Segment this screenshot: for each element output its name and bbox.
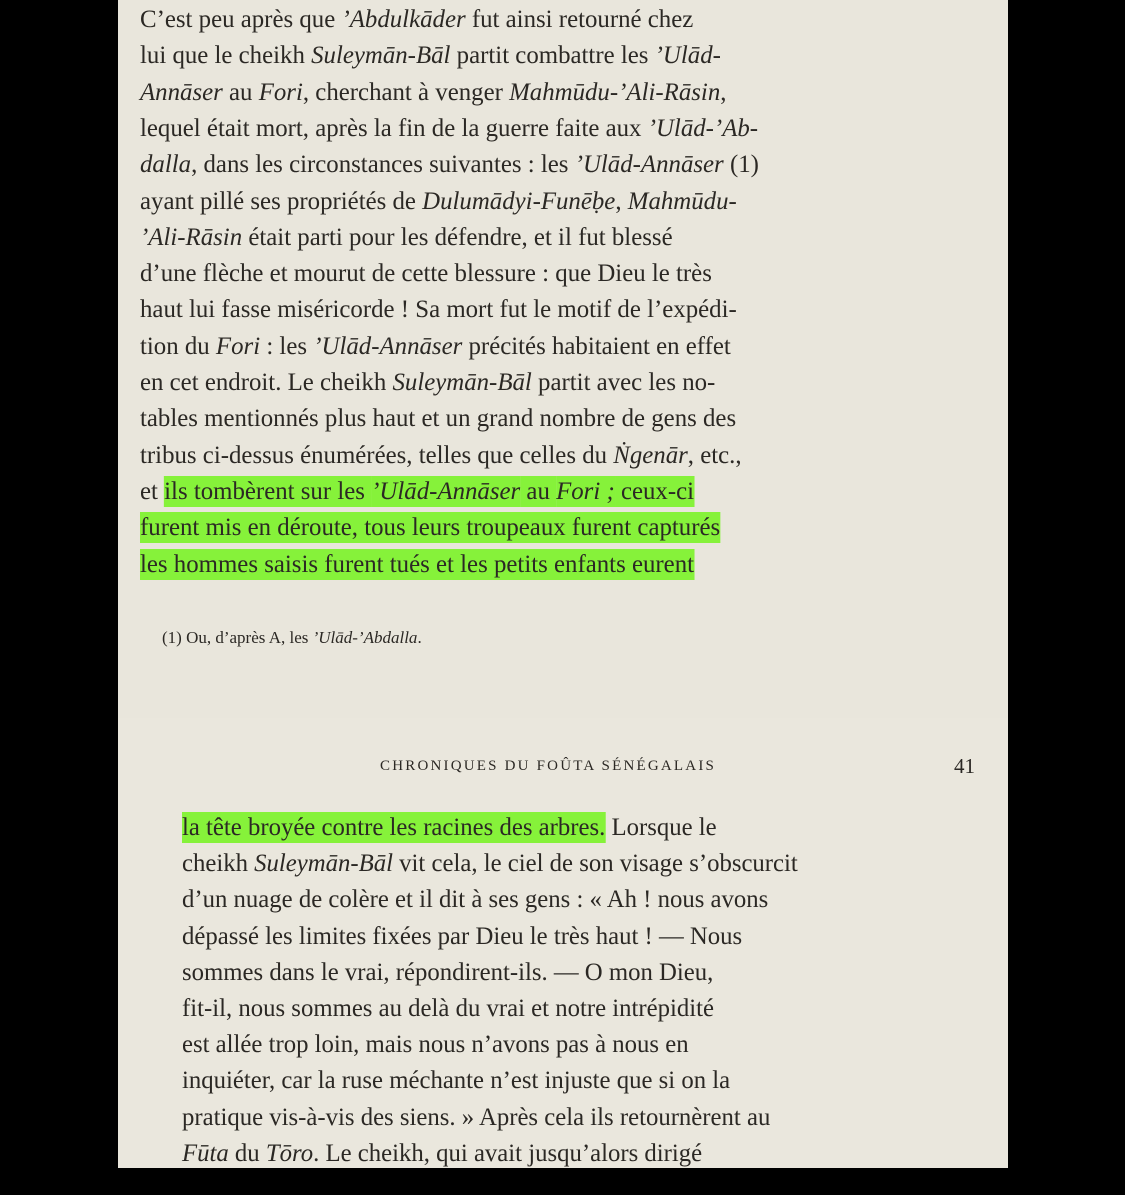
- text-span: : les: [260, 332, 314, 360]
- italic-name: ’Ulād-’Ab-: [647, 114, 759, 142]
- text-span: au: [222, 78, 259, 106]
- text-span: ayant pillé ses propriétés de: [140, 187, 423, 215]
- text-span: d’un nuage de colère et il dit à ses gens : « Ah ! nous avons: [182, 886, 769, 914]
- italic-name: Ṅgenār: [613, 441, 688, 469]
- italic-name: Mahmūdu-: [627, 187, 737, 215]
- text-span: , etc.,: [687, 441, 742, 469]
- text-span: tables mentionnés plus haut et un grand nombre de gens des: [140, 405, 737, 433]
- text-span: ,: [720, 78, 727, 106]
- text-span: d’une flèche et mourut de cette blessure : que Dieu le très: [140, 260, 712, 288]
- page-number: 41: [954, 754, 975, 778]
- highlighted-text: au: [520, 477, 557, 505]
- text-span: tribus ci-dessus énumérées, telles que celles du: [140, 441, 614, 469]
- highlighted-text: les hommes saisis furent tués et les petits enfants eurent: [140, 550, 695, 578]
- text-line: [140, 329, 935, 365]
- text-line: [140, 438, 935, 474]
- italic-name: ’Ulād-: [654, 42, 721, 70]
- highlighted-text: la tête broyée contre les racines des arbres.: [182, 814, 606, 841]
- highlighted-text: furent mis en déroute, tous leurs troupeaux furent capturés: [140, 514, 721, 542]
- text-span: précités habitaient en effet: [462, 332, 731, 360]
- text-line: [140, 220, 935, 256]
- text-span: sommes dans le vrai, répondirent-ils. — O mon Dieu,: [182, 958, 714, 986]
- italic-name: ’Ulād-’Abdalla: [312, 628, 418, 647]
- text-span: et: [140, 477, 165, 505]
- text-span: était parti pour les défendre, et il fut blessé: [242, 223, 673, 251]
- text-span: dépassé les limites fixées par Dieu le très haut ! — Nous: [182, 922, 743, 950]
- text-line: [182, 1136, 974, 1168]
- italic-name: dalla: [140, 151, 192, 179]
- text-span: inquiéter, car la ruse méchante n’est injuste que si on la: [182, 1067, 731, 1095]
- upper-page: [118, 0, 1008, 718]
- text-span: . Le cheikh, qui avait jusqu’alors dirigé: [313, 1139, 703, 1167]
- text-line: [182, 810, 974, 846]
- italic-name: ’Ulād-Annāser: [313, 332, 463, 360]
- text-span: C’est peu après que: [140, 6, 342, 33]
- running-head: CHRONIQUES DU FOÛTA SÉNÉGALAIS: [380, 758, 717, 774]
- text-line: [140, 184, 935, 220]
- text-line: [182, 919, 974, 955]
- text-line: [140, 510, 935, 546]
- text-line: [140, 75, 935, 111]
- text-span: fut ainsi retourné chez: [465, 6, 694, 33]
- italic-name: Dulumādyi-Funēḅe: [422, 187, 616, 215]
- text-line: [182, 882, 974, 918]
- text-span: est allée trop loin, mais nous n’avons pas à nous en: [182, 1031, 689, 1059]
- text-line: [182, 846, 974, 882]
- italic-name: Fūta: [182, 1139, 229, 1167]
- text-line: [140, 111, 935, 147]
- italic-name: Tōro: [265, 1139, 314, 1167]
- italic-name: Suleymān-Bāl: [311, 42, 451, 70]
- italic-name: Fori: [215, 332, 261, 360]
- text-span: lui que le cheikh: [140, 42, 312, 70]
- text-span: pratique vis-à-vis des siens. » Après cela ils retournèrent au: [182, 1103, 771, 1131]
- highlighted-text: ceux-ci: [614, 477, 695, 505]
- highlighted-text: ils tombèrent sur les: [164, 477, 372, 505]
- text-line: [182, 1100, 974, 1136]
- text-line: [182, 1063, 974, 1099]
- text-span: en cet endroit. Le cheikh: [140, 369, 393, 396]
- text-line: [140, 365, 935, 401]
- text-line: [140, 147, 935, 183]
- text-line: [140, 292, 935, 328]
- text-span: fit-il, nous sommes au delà du vrai et notre intrépidité: [182, 995, 715, 1022]
- highlighted-text: ’Ulād-Annāser: [371, 477, 521, 505]
- text-line: [182, 991, 974, 1027]
- italic-name: Mahmūdu-’Ali-Rāsin: [509, 78, 721, 106]
- text-span: , cherchant à venger: [302, 78, 510, 106]
- text-span: (1): [723, 151, 759, 179]
- italic-name: ’Abdulkāder: [341, 6, 466, 33]
- text-line: [140, 474, 935, 510]
- italic-name: Fori: [258, 78, 303, 106]
- text-span: cheikh: [182, 850, 255, 878]
- lower-page: [118, 718, 1008, 1168]
- text-span: haut lui fasse miséricorde ! Sa mort fut le motif de l’expédi-: [140, 296, 737, 324]
- text-span: Lorsque le: [605, 814, 717, 841]
- text-span: vit cela, le ciel de son visage s’obscurcit: [392, 850, 798, 878]
- text-line: [140, 38, 935, 74]
- text-line: [140, 547, 935, 583]
- footnote: [162, 626, 422, 650]
- italic-name: ’Ulād-Annāser: [574, 151, 724, 179]
- text-span: ,: [615, 187, 628, 215]
- text-span: partit avec les no-: [531, 369, 716, 396]
- text-span: (1) Ou, d’après A, les: [162, 628, 313, 647]
- text-span: partit combattre les: [450, 42, 655, 70]
- text-line: [140, 256, 935, 292]
- italic-name: Suleymān-Bāl: [254, 850, 393, 878]
- text-line: [182, 955, 974, 991]
- text-line: [182, 1027, 974, 1063]
- text-line: [140, 401, 935, 437]
- text-span: , dans les circonstances suivantes : les: [191, 151, 575, 179]
- highlighted-text: Fori ;: [556, 477, 615, 505]
- text-span: lequel était mort, après la fin de la guerre faite aux: [140, 114, 648, 142]
- text-span: tion du: [140, 332, 216, 360]
- text-line: [140, 2, 935, 38]
- italic-name: Annāser: [140, 78, 223, 106]
- italic-name: Suleymān-Bāl: [392, 369, 532, 396]
- text-span: du: [228, 1139, 266, 1167]
- text-span: .: [417, 628, 422, 647]
- italic-name: ’Ali-Rāsin: [140, 223, 243, 251]
